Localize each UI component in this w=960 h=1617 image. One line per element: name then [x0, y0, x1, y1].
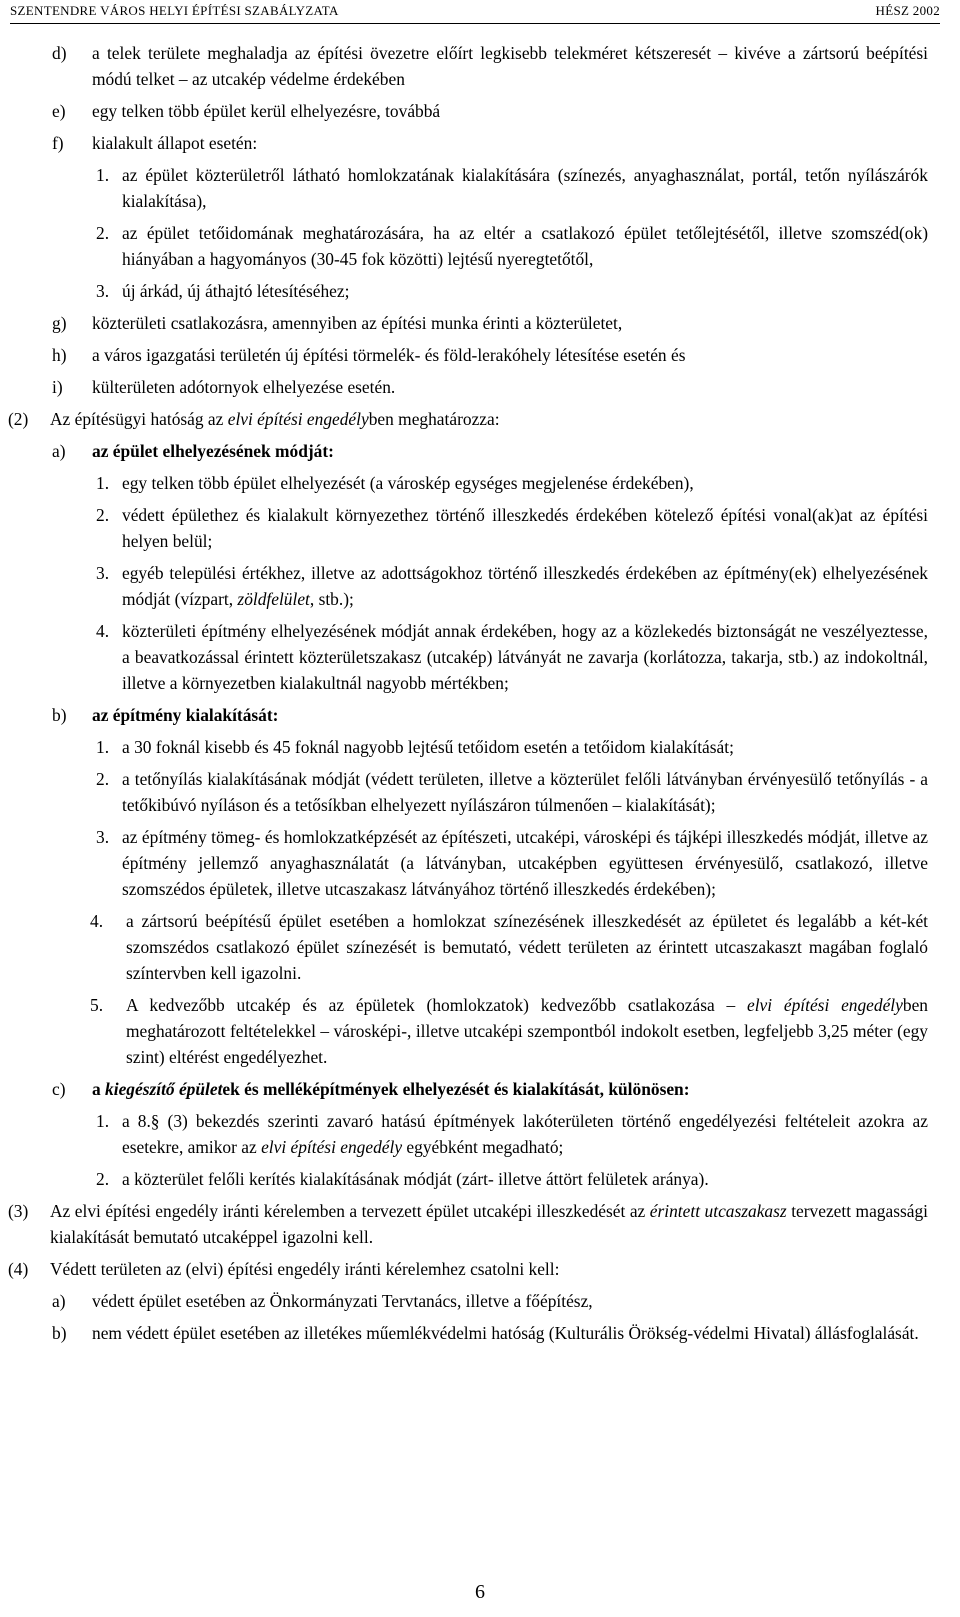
item-label: e): [52, 101, 66, 121]
item-label: b): [52, 705, 67, 725]
paragraph-label: (3): [8, 1201, 29, 1221]
sub-item-f3: [0, 278, 960, 304]
sub-item-2b1: [0, 734, 960, 760]
list-item-i: [0, 374, 960, 400]
item-label: 2.: [96, 1169, 110, 1189]
item-heading: az épület elhelyezésének módját:: [92, 441, 334, 461]
item-text: közterületi csatlakozásra, amennyiben az építési munka érinti a közterületet,: [92, 313, 623, 333]
item-label: 1.: [96, 473, 110, 493]
item-label: 1.: [96, 1111, 110, 1131]
item-label: a): [52, 441, 66, 461]
sub-item-2c1: [0, 1108, 960, 1160]
item-text: egy telken több épület kerül elhelyezésre, továbbá: [92, 101, 441, 121]
sub-item-2b3: [0, 824, 960, 902]
paragraph-2: [0, 406, 960, 432]
sub-item-f2: [0, 220, 960, 272]
sub-item-2b2: [0, 766, 960, 818]
item-label: 2.: [96, 223, 110, 243]
sub-item-2b4: [0, 908, 960, 986]
paragraph-text: Az építésügyi hatóság az elvi építési engedélyben meghatározza:: [50, 409, 500, 429]
paragraph-label: (2): [8, 409, 29, 429]
item-text: külterületen adótornyok elhelyezése esetén.: [92, 377, 396, 397]
sub-item-2a4: [0, 618, 960, 696]
sub-item-2a3: [0, 560, 960, 612]
item-label: 4.: [96, 621, 110, 641]
item-label: h): [52, 345, 67, 365]
item-text: A kedvezőbb utcakép és az épületek (homlokzatok) kedvezőbb csatlakozása – elvi építési engedélyben meghatározott feltételekkel – városképi-, illetve utcaképi szempontból indokolt esetben, legfeljebb 3,25 méter (egy szint) eltérést engedélyezhet.: [126, 995, 928, 1067]
paragraph-4: [0, 1256, 960, 1282]
item-text: védett épület esetében az Önkormányzati Tervtanács, illetve a főépítész,: [92, 1291, 593, 1311]
paragraph-text: Védett területen az (elvi) építési engedély iránti kérelemhez csatolni kell:: [50, 1259, 560, 1279]
document-body: [0, 40, 960, 1352]
item-heading: az építmény kialakítását:: [92, 705, 279, 725]
item-text: az építmény tömeg- és homlokzatképzését az építészeti, utcaképi, városképi és tájképi illeszkedés módját, illetve az építmény jellemző anyaghasználatát (a látványban, utcaképben együttesen érvényesülő, csatlakozó, illetve szomszédos épületek, illetve utcaszakasz látványához történő illeszkedés érdekében);: [122, 827, 928, 899]
item-label: 2.: [96, 769, 110, 789]
item-text: a város igazgatási területén új építési törmelék- és föld-lerakóhely létesítése esetén és: [92, 345, 686, 365]
item-text: a 30 foknál kisebb és 45 foknál nagyobb lejtésű tetőidom esetén a tetőidom kialakítását;: [122, 737, 734, 757]
paragraph-text: Az elvi építési engedély iránti kérelemben a tervezett épület utcaképi illeszkedését az érintett utcaszakasz tervezett magassági kialakítását bemutató utcaképpel igazolni kell.: [50, 1201, 929, 1247]
item-label: g): [52, 313, 67, 333]
item-label: 1.: [96, 165, 110, 185]
item-label: a): [52, 1291, 66, 1311]
list-item-e: [0, 98, 960, 124]
item-text: egy telken több épület elhelyezését (a városkép egységes megjelenése érdekében),: [122, 473, 694, 493]
item-label: c): [52, 1079, 66, 1099]
item-label: 3.: [96, 827, 110, 847]
item-text: a közterület felőli kerítés kialakításának módját (zárt- illetve áttört felületek aránya).: [122, 1169, 709, 1189]
item-text: védett épülethez és kialakult környezethez történő illeszkedés érdekében kötelező építési vonal(ak)at az építési helyen belül;: [122, 505, 928, 551]
list-item-2b: [0, 702, 960, 728]
item-text: a telek területe meghaladja az építési övezetre előírt legkisebb telekméret kétszeresét – kivéve a zártsorú beépítési módú telket – az utcakép védelme érdekében: [92, 43, 928, 89]
list-item-2a: [0, 438, 960, 464]
item-label: 4.: [90, 911, 104, 931]
item-heading: a kiegészítő épületek és melléképítmények elhelyezését és kialakítását, különösen:: [92, 1079, 690, 1099]
item-text: az épület közterületről látható homlokzatának kialakítására (színezés, anyaghasználat, portál, tetőn nyílászárók kialakítása),: [122, 165, 928, 211]
list-item-4a: [0, 1288, 960, 1314]
list-item-g: [0, 310, 960, 336]
item-text: a 8.§ (3) bekezdés szerinti zavaró hatású építmények lakóterületen történő engedélyezési feltételeit azokra az esetekre, amikor az elvi építési engedély egyébként megadható;: [122, 1111, 928, 1157]
list-item-4b: [0, 1320, 960, 1346]
list-item-2c: [0, 1076, 960, 1102]
sub-item-2b5: [0, 992, 960, 1070]
list-item-d: [0, 40, 960, 92]
item-label: 1.: [96, 737, 110, 757]
item-text: nem védett épület esetében az illetékes műemlékvédelmi hatóság (Kulturális Örökség-védelmi Hivatal) állásfoglalását.: [92, 1323, 919, 1343]
item-text: a zártsorú beépítésű épület esetében a homlokzat színezésének illeszkedését az épületet és legalább a két-két szomszédos csatlakozó épület színezését is bemutató, védett területen az érintett utcaszakaszt magában foglaló színtervben kell igazolni.: [126, 911, 928, 983]
page-number: 6: [475, 1581, 485, 1603]
item-label: i): [52, 377, 63, 397]
item-text: az épület tetőidomának meghatározására, ha az eltér a csatlakozó épület tetőlejtésétől, illetve szomszéd(ok) hiányában a hagyományos (30-45 fok közötti) lejtésű nyeregtetőtől,: [122, 223, 928, 269]
item-text: a tetőnyílás kialakításának módját (védett területen, illetve a közterület felőli látványban érvényesülő tetőnyílás - a tetőkibúvó nyíláson és a tetősíkban elhelyezett nyílászáron túlmenően – kialakítását);: [122, 769, 928, 815]
sub-item-2c2: [0, 1166, 960, 1192]
item-text: kialakult állapot esetén:: [92, 133, 258, 153]
item-text: közterületi építmény elhelyezésének módját annak érdekében, hogy az a közlekedés biztonságát ne veszélyeztesse, a beavatkozással érintett közterületszakasz (utcakép) látványát ne zavarja (korlátozza, takarja, stb.) az indokoltnál, illetve a környezetben kialakultnál nagyobb mértékben;: [122, 621, 928, 693]
item-label: 3.: [96, 563, 110, 583]
sub-item-2a1: [0, 470, 960, 496]
page-header: [10, 2, 940, 24]
sub-item-f1: [0, 162, 960, 214]
item-label: 3.: [96, 281, 110, 301]
item-text: egyéb települési értékhez, illetve az adottságokhoz történő illeszkedés érdekében az építmény(ek) elhelyezésének módját (vízpart, zöldfelület, stb.);: [122, 563, 928, 609]
item-text: új árkád, új áthajtó létesítéséhez;: [122, 281, 350, 301]
item-label: 5.: [90, 995, 104, 1015]
list-item-h: [0, 342, 960, 368]
item-label: d): [52, 43, 67, 63]
sub-item-2a2: [0, 502, 960, 554]
header-code: HÉSZ 2002: [875, 3, 940, 18]
list-item-f: [0, 130, 960, 156]
item-label: b): [52, 1323, 67, 1343]
item-label: 2.: [96, 505, 110, 525]
header-title: SZENTENDRE VÁROS HELYI ÉPÍTÉSI SZABÁLYZATA: [10, 3, 339, 18]
paragraph-3: [0, 1198, 960, 1250]
paragraph-label: (4): [8, 1259, 29, 1279]
item-label: f): [52, 133, 64, 153]
